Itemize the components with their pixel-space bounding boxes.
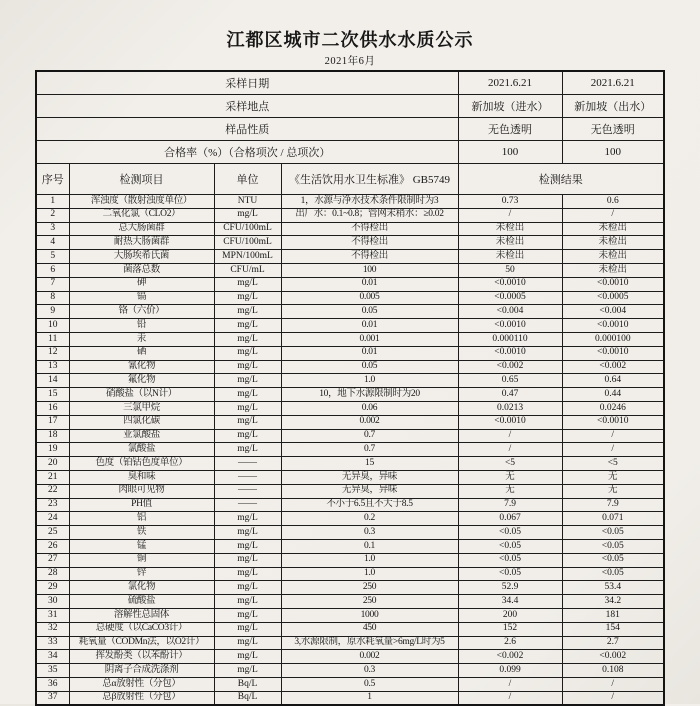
item-standard: 1.0 — [281, 567, 458, 581]
results-body — [36, 195, 664, 706]
item-unit: CFU/100mL — [214, 222, 281, 236]
item-standard: 0.01 — [281, 319, 458, 333]
row-number: 26 — [36, 539, 69, 553]
item-name: 总硬度（以CaCO3计） — [69, 622, 214, 636]
row-number: 25 — [36, 526, 69, 540]
row-number: 28 — [36, 567, 69, 581]
result-inlet: <0.004 — [458, 305, 562, 319]
item-name: 铅 — [69, 319, 214, 333]
result-inlet: <0.0010 — [458, 319, 562, 333]
result-outlet: 0.64 — [562, 374, 664, 388]
item-standard: 450 — [281, 622, 458, 636]
row-number: 34 — [36, 650, 69, 664]
table-row — [36, 484, 664, 498]
item-name: 硫酸盐 — [69, 595, 214, 609]
item-name: PH值 — [69, 498, 214, 512]
row-number: 2 — [36, 208, 69, 222]
sample-date-inlet: 2021.6.21 — [458, 71, 562, 95]
result-outlet: 7.9 — [562, 498, 664, 512]
item-standard: 100 — [281, 263, 458, 277]
sample-nature-label: 样品性质 — [36, 118, 458, 141]
sample-date-label: 采样日期 — [36, 71, 458, 95]
item-unit: mg/L — [214, 526, 281, 540]
item-unit: mg/L — [214, 512, 281, 526]
item-unit: —— — [214, 470, 281, 484]
item-unit: mg/L — [214, 595, 281, 609]
item-name: 氯化物 — [69, 581, 214, 595]
result-inlet: <0.05 — [458, 526, 562, 540]
item-standard: 0.002 — [281, 650, 458, 664]
result-inlet: <0.05 — [458, 553, 562, 567]
item-name: 菌落总数 — [69, 263, 214, 277]
item-unit: —— — [214, 498, 281, 512]
table-row — [36, 429, 664, 443]
row-number: 31 — [36, 608, 69, 622]
item-standard: 250 — [281, 595, 458, 609]
table-row — [36, 636, 664, 650]
result-inlet: 0.65 — [458, 374, 562, 388]
item-name: 亚氯酸盐 — [69, 429, 214, 443]
result-outlet: <5 — [562, 457, 664, 471]
info-row-pass-rate — [36, 141, 664, 164]
table-row — [36, 291, 664, 305]
sample-nature-outlet: 无色透明 — [562, 118, 664, 141]
item-name: 四氯化碳 — [69, 415, 214, 429]
item-standard: 0.3 — [281, 526, 458, 540]
result-outlet: <0.002 — [562, 360, 664, 374]
item-standard: 0.05 — [281, 305, 458, 319]
result-inlet: / — [458, 208, 562, 222]
item-standard: 0.3 — [281, 664, 458, 678]
item-unit: Bq/L — [214, 677, 281, 691]
row-number: 29 — [36, 581, 69, 595]
result-inlet: 0.0213 — [458, 401, 562, 415]
item-name: 总α放射性（分包） — [69, 677, 214, 691]
item-standard: 0.7 — [281, 443, 458, 457]
item-unit: mg/L — [214, 319, 281, 333]
result-outlet: 154 — [562, 622, 664, 636]
row-number: 32 — [36, 622, 69, 636]
row-number: 36 — [36, 677, 69, 691]
item-name: 氯酸盐 — [69, 443, 214, 457]
table-row — [36, 608, 664, 622]
row-number: 4 — [36, 236, 69, 250]
result-outlet: <0.0010 — [562, 319, 664, 333]
item-name: 色度（铂钴色度单位） — [69, 457, 214, 471]
item-standard: 0.005 — [281, 291, 458, 305]
table-row — [36, 388, 664, 402]
item-unit: mg/L — [214, 208, 281, 222]
row-number: 30 — [36, 595, 69, 609]
header-standard: 《生活饮用水卫生标准》 GB5749 — [281, 164, 458, 195]
result-inlet: 0.000110 — [458, 332, 562, 346]
page-title: 江都区城市二次供水水质公示 — [226, 30, 474, 50]
result-outlet: <0.0005 — [562, 291, 664, 305]
header-result: 检测结果 — [458, 164, 664, 195]
table-row — [36, 401, 664, 415]
result-outlet: <0.0010 — [562, 346, 664, 360]
item-standard: 15 — [281, 457, 458, 471]
item-unit: mg/L — [214, 360, 281, 374]
item-unit: NTU — [214, 195, 281, 209]
table-row — [36, 581, 664, 595]
row-number: 35 — [36, 664, 69, 678]
item-name: 耐热大肠菌群 — [69, 236, 214, 250]
item-standard: 不得检出 — [281, 250, 458, 264]
result-inlet: / — [458, 691, 562, 705]
result-outlet: 0.071 — [562, 512, 664, 526]
result-inlet: 无 — [458, 484, 562, 498]
result-inlet: <5 — [458, 457, 562, 471]
result-inlet: 未检出 — [458, 250, 562, 264]
result-outlet: / — [562, 208, 664, 222]
result-outlet: <0.05 — [562, 526, 664, 540]
result-inlet: 0.73 — [458, 195, 562, 209]
table-row — [36, 595, 664, 609]
result-outlet: <0.002 — [562, 650, 664, 664]
row-number: 6 — [36, 263, 69, 277]
table-row — [36, 470, 664, 484]
row-number: 17 — [36, 415, 69, 429]
table-row — [36, 236, 664, 250]
sample-nature-inlet: 无色透明 — [458, 118, 562, 141]
row-number: 14 — [36, 374, 69, 388]
result-inlet: / — [458, 429, 562, 443]
item-name: 肉眼可见物 — [69, 484, 214, 498]
row-number: 22 — [36, 484, 69, 498]
result-outlet: 0.108 — [562, 664, 664, 678]
result-outlet: 无 — [562, 484, 664, 498]
row-number: 8 — [36, 291, 69, 305]
scanned-document-page — [0, 26, 700, 704]
sample-site-outlet: 新加坡（出水） — [562, 95, 664, 118]
row-number: 37 — [36, 691, 69, 705]
result-inlet: <0.0005 — [458, 291, 562, 305]
item-unit: mg/L — [214, 429, 281, 443]
item-standard: 出厂水：0.1~0.8；管网末稍水：≥0.02 — [281, 208, 458, 222]
item-standard: 0.002 — [281, 415, 458, 429]
item-standard: 0.05 — [281, 360, 458, 374]
water-quality-table — [35, 70, 665, 706]
item-standard: 不得检出 — [281, 222, 458, 236]
item-standard: 0.06 — [281, 401, 458, 415]
result-outlet: 未检出 — [562, 222, 664, 236]
item-name: 镉 — [69, 291, 214, 305]
row-number: 11 — [36, 332, 69, 346]
row-number: 33 — [36, 636, 69, 650]
item-standard: 0.2 — [281, 512, 458, 526]
table-row — [36, 691, 664, 705]
result-outlet: / — [562, 691, 664, 705]
sample-site-label: 采样地点 — [36, 95, 458, 118]
item-name: 二氧化氯（CLO2） — [69, 208, 214, 222]
result-outlet: 未检出 — [562, 236, 664, 250]
item-name: 铝 — [69, 512, 214, 526]
result-outlet: 未检出 — [562, 250, 664, 264]
item-unit: —— — [214, 484, 281, 498]
result-outlet: 0.0246 — [562, 401, 664, 415]
pass-rate-inlet: 100 — [458, 141, 562, 164]
table-row — [36, 622, 664, 636]
result-inlet: 34.4 — [458, 595, 562, 609]
table-row — [36, 374, 664, 388]
table-row — [36, 305, 664, 319]
item-standard: 无异臭，异味 — [281, 470, 458, 484]
table-row — [36, 332, 664, 346]
item-name: 锰 — [69, 539, 214, 553]
table-row — [36, 195, 664, 209]
item-standard: 无异臭，异味 — [281, 484, 458, 498]
item-unit: —— — [214, 457, 281, 471]
result-inlet: 0.067 — [458, 512, 562, 526]
item-name: 硒 — [69, 346, 214, 360]
item-standard: 1，水源与净水技术条件限制时为3 — [281, 195, 458, 209]
result-inlet: 无 — [458, 470, 562, 484]
item-unit: MPN/100mL — [214, 250, 281, 264]
item-unit: mg/L — [214, 608, 281, 622]
item-name: 臭和味 — [69, 470, 214, 484]
item-standard: 0.01 — [281, 277, 458, 291]
table-row — [36, 677, 664, 691]
item-name: 硝酸盐（以N计） — [69, 388, 214, 402]
row-number: 10 — [36, 319, 69, 333]
item-name: 三氯甲烷 — [69, 401, 214, 415]
item-unit: mg/L — [214, 553, 281, 567]
result-outlet: <0.0010 — [562, 277, 664, 291]
item-unit: mg/L — [214, 581, 281, 595]
table-row — [36, 346, 664, 360]
result-outlet: 181 — [562, 608, 664, 622]
table-row — [36, 457, 664, 471]
row-number: 15 — [36, 388, 69, 402]
page-subtitle: 2021年6月 — [324, 56, 376, 67]
item-name: 铜 — [69, 553, 214, 567]
result-outlet: 0.000100 — [562, 332, 664, 346]
result-inlet: 7.9 — [458, 498, 562, 512]
result-inlet: / — [458, 443, 562, 457]
table-row — [36, 222, 664, 236]
result-outlet: 34.2 — [562, 595, 664, 609]
item-name: 氟化物 — [69, 374, 214, 388]
info-row-sample-nature — [36, 118, 664, 141]
pass-rate-outlet: 100 — [562, 141, 664, 164]
item-name: 浑浊度（散射浊度单位） — [69, 195, 214, 209]
item-unit: mg/L — [214, 443, 281, 457]
sample-date-outlet: 2021.6.21 — [562, 71, 664, 95]
result-inlet: 152 — [458, 622, 562, 636]
item-standard: 不小于6.5且不大于8.5 — [281, 498, 458, 512]
result-outlet: / — [562, 443, 664, 457]
row-number: 19 — [36, 443, 69, 457]
header-no: 序号 — [36, 164, 69, 195]
item-name: 总大肠菌群 — [69, 222, 214, 236]
item-name: 铬（六价） — [69, 305, 214, 319]
result-outlet: 未检出 — [562, 263, 664, 277]
row-number: 3 — [36, 222, 69, 236]
info-row-sample-site — [36, 95, 664, 118]
row-number: 7 — [36, 277, 69, 291]
item-standard: 0.1 — [281, 539, 458, 553]
item-unit: mg/L — [214, 346, 281, 360]
result-outlet: 0.6 — [562, 195, 664, 209]
item-name: 氰化物 — [69, 360, 214, 374]
info-section — [36, 71, 664, 195]
item-name: 砷 — [69, 277, 214, 291]
row-number: 5 — [36, 250, 69, 264]
table-row — [36, 250, 664, 264]
table-row — [36, 319, 664, 333]
result-outlet: <0.05 — [562, 539, 664, 553]
item-unit: mg/L — [214, 636, 281, 650]
item-unit: mg/L — [214, 567, 281, 581]
item-standard: 1.0 — [281, 374, 458, 388]
row-number: 13 — [36, 360, 69, 374]
result-outlet: <0.004 — [562, 305, 664, 319]
table-row — [36, 664, 664, 678]
table-row — [36, 539, 664, 553]
result-outlet: 53.4 — [562, 581, 664, 595]
item-name: 耗氧量（CODMn法，以O2计） — [69, 636, 214, 650]
item-standard: 1.0 — [281, 553, 458, 567]
item-unit: CFU/mL — [214, 263, 281, 277]
item-name: 阴离子合成洗涤剂 — [69, 664, 214, 678]
item-unit: mg/L — [214, 401, 281, 415]
table-row — [36, 443, 664, 457]
result-inlet: <0.05 — [458, 539, 562, 553]
item-standard: 250 — [281, 581, 458, 595]
row-number: 12 — [36, 346, 69, 360]
result-outlet: <0.05 — [562, 553, 664, 567]
item-name: 大肠埃希氏菌 — [69, 250, 214, 264]
item-unit: mg/L — [214, 388, 281, 402]
item-standard: 1 — [281, 691, 458, 705]
result-inlet: 0.47 — [458, 388, 562, 402]
item-unit: Bq/L — [214, 691, 281, 705]
item-unit: mg/L — [214, 539, 281, 553]
result-inlet: <0.002 — [458, 360, 562, 374]
table-row — [36, 498, 664, 512]
result-inlet: 200 — [458, 608, 562, 622]
item-name: 溶解性总固体 — [69, 608, 214, 622]
result-inlet: 2.6 — [458, 636, 562, 650]
result-inlet: <0.05 — [458, 567, 562, 581]
item-standard: 0.7 — [281, 429, 458, 443]
item-unit: mg/L — [214, 332, 281, 346]
result-inlet: / — [458, 677, 562, 691]
column-header-row — [36, 164, 664, 195]
result-inlet: 50 — [458, 263, 562, 277]
item-standard: 3,水源限制，原水耗氧量>6mg/L时为5 — [281, 636, 458, 650]
table-row — [36, 553, 664, 567]
item-name: 汞 — [69, 332, 214, 346]
row-number: 24 — [36, 512, 69, 526]
result-outlet: 0.44 — [562, 388, 664, 402]
result-inlet: 0.099 — [458, 664, 562, 678]
item-unit: CFU/100mL — [214, 236, 281, 250]
item-name: 挥发酚类（以苯酚计） — [69, 650, 214, 664]
item-standard: 不得检出 — [281, 236, 458, 250]
result-outlet: 2.7 — [562, 636, 664, 650]
item-unit: mg/L — [214, 277, 281, 291]
row-number: 20 — [36, 457, 69, 471]
table-row — [36, 208, 664, 222]
item-unit: mg/L — [214, 291, 281, 305]
row-number: 18 — [36, 429, 69, 443]
item-standard: 0.01 — [281, 346, 458, 360]
table-row — [36, 277, 664, 291]
item-standard: 0.001 — [281, 332, 458, 346]
result-outlet: 无 — [562, 470, 664, 484]
table-row — [36, 512, 664, 526]
sample-site-inlet: 新加坡（进水） — [458, 95, 562, 118]
item-unit: mg/L — [214, 664, 281, 678]
row-number: 27 — [36, 553, 69, 567]
item-standard: 1000 — [281, 608, 458, 622]
result-outlet: <0.0010 — [562, 415, 664, 429]
item-unit: mg/L — [214, 305, 281, 319]
result-inlet: <0.002 — [458, 650, 562, 664]
result-outlet: <0.05 — [562, 567, 664, 581]
table-row — [36, 650, 664, 664]
item-standard: 0.5 — [281, 677, 458, 691]
row-number: 21 — [36, 470, 69, 484]
table-row — [36, 526, 664, 540]
item-unit: mg/L — [214, 415, 281, 429]
header-unit: 单位 — [214, 164, 281, 195]
row-number: 23 — [36, 498, 69, 512]
item-unit: mg/L — [214, 374, 281, 388]
header-item: 检测项目 — [69, 164, 214, 195]
item-name: 总β放射性（分包） — [69, 691, 214, 705]
table-row — [36, 415, 664, 429]
table-row — [36, 567, 664, 581]
item-name: 铁 — [69, 526, 214, 540]
item-unit: mg/L — [214, 650, 281, 664]
row-number: 16 — [36, 401, 69, 415]
pass-rate-label: 合格率（%）（合格项次 / 总项次） — [36, 141, 458, 164]
item-unit: mg/L — [214, 622, 281, 636]
row-number: 9 — [36, 305, 69, 319]
result-inlet: <0.0010 — [458, 415, 562, 429]
result-inlet: 未检出 — [458, 236, 562, 250]
result-outlet: / — [562, 429, 664, 443]
table-row — [36, 263, 664, 277]
item-standard: 10，地下水源限制时为20 — [281, 388, 458, 402]
result-inlet: 未检出 — [458, 222, 562, 236]
result-outlet: / — [562, 677, 664, 691]
result-inlet: <0.0010 — [458, 346, 562, 360]
result-inlet: 52.9 — [458, 581, 562, 595]
item-name: 锌 — [69, 567, 214, 581]
row-number: 1 — [36, 195, 69, 209]
result-inlet: <0.0010 — [458, 277, 562, 291]
table-row — [36, 360, 664, 374]
info-row-sample-date — [36, 71, 664, 95]
